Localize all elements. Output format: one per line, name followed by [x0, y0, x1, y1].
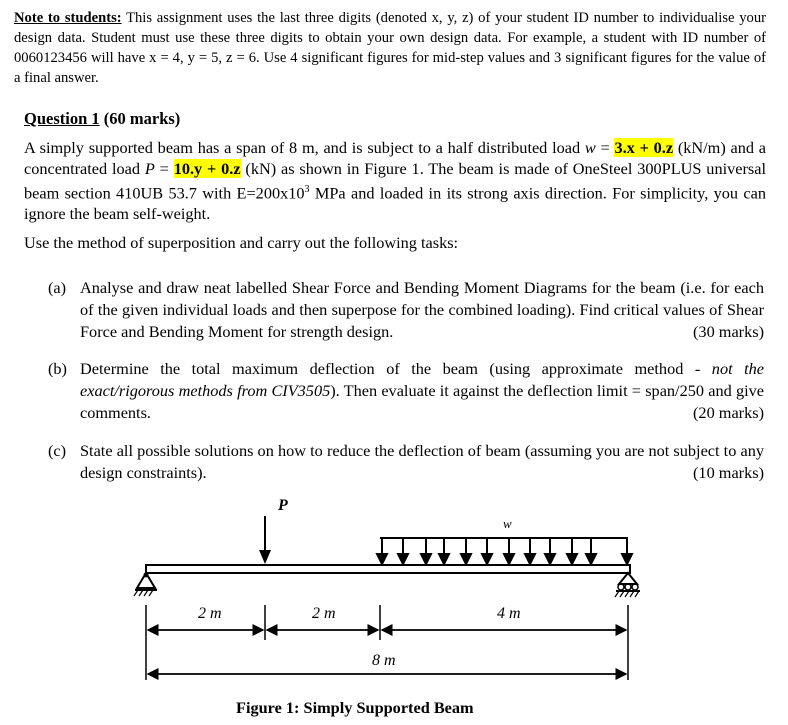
p1-eq1: = — [595, 138, 615, 157]
p1-w-symbol: w — [584, 138, 596, 157]
p1-text-c: (kN) as shown in Figure 1. The beam is made of OneSteel 300PLUS universal beam section 410UB 53.7 with E=200x10 — [24, 159, 766, 203]
dim-label-1: 2 m — [198, 605, 222, 622]
question-paragraph-2: Use the method of superposition and carry out the following tasks: — [24, 233, 459, 252]
question-title: Question 1 — [24, 109, 100, 128]
question-marks: (60 marks) — [99, 109, 181, 128]
load-p-label: P — [278, 497, 288, 514]
p1-text-a: A simply supported beam has a span of 8 m, and is subject to a half distributed load — [24, 138, 585, 157]
distributed-load-formula: 3.x + 0.z — [614, 138, 674, 157]
dim-label-total: 8 m — [372, 652, 396, 669]
pin-support — [134, 573, 157, 597]
dim-label-3: 4 m — [497, 605, 521, 622]
p1-superscript: 3 — [304, 184, 310, 195]
task-c-marks: (10 marks) — [693, 463, 764, 482]
task-a-marks: (30 marks) — [693, 322, 764, 341]
task-b-marks: (20 marks) — [693, 403, 764, 422]
load-w-label: w — [503, 516, 512, 531]
p1-eq2: = — [154, 159, 174, 178]
task-b-text-b: ). Then evaluate it against the deflection limit = span/250 and give comments. — [80, 381, 764, 422]
point-load-arrow — [259, 516, 271, 564]
point-load-formula: 10.y + 0.z — [173, 159, 241, 178]
p1-text-d: MPa and loaded in its strong axis direction. For simplicity, you can ignore the beam self-weight. — [24, 183, 766, 224]
task-b-label: (b) — [48, 359, 67, 378]
task-b-text-italic: not the exact/rigorous methods from CIV3505 — [80, 359, 764, 400]
p1-p-symbol: P — [144, 159, 155, 178]
task-c-label: (c) — [48, 441, 67, 460]
dim-label-2: 2 m — [312, 605, 336, 622]
task-b-text-a: Determine the total maximum deflection of the beam (using approximate method - — [80, 359, 712, 378]
note-text: This assignment uses the last three digits (denoted x, y, z) of your student ID number to individualise your design data. Student must use these three digits to obtain your own design data. For example, a student with ID number of 0060123456 will have x = 4, y = 5, z = 6. Use 4 significant figures for mid-step values and 3 significant figures for the value of a final answer. — [14, 10, 766, 86]
note-label: Note to students: — [14, 10, 122, 26]
figure-caption: Figure 1: Simply Supported Beam — [236, 698, 474, 717]
beam — [146, 565, 630, 573]
roller-support — [615, 573, 640, 597]
distributed-load — [377, 538, 632, 564]
p1-text-b: (kN/m) and a concentrated load — [24, 138, 767, 178]
task-a-text: Analyse and draw neat labelled Shear Force and Bending Moment Diagrams for the beam (i.e. for each of the given individual loads and then superpose for the combined loading). Find critical values of Shear Force and Bending Moment for strength design. — [80, 278, 764, 341]
task-a-label: (a) — [48, 278, 67, 297]
task-c-text: State all possible solutions on how to reduce the deflection of beam (assuming you are not subject to any design constraints). — [80, 441, 764, 482]
